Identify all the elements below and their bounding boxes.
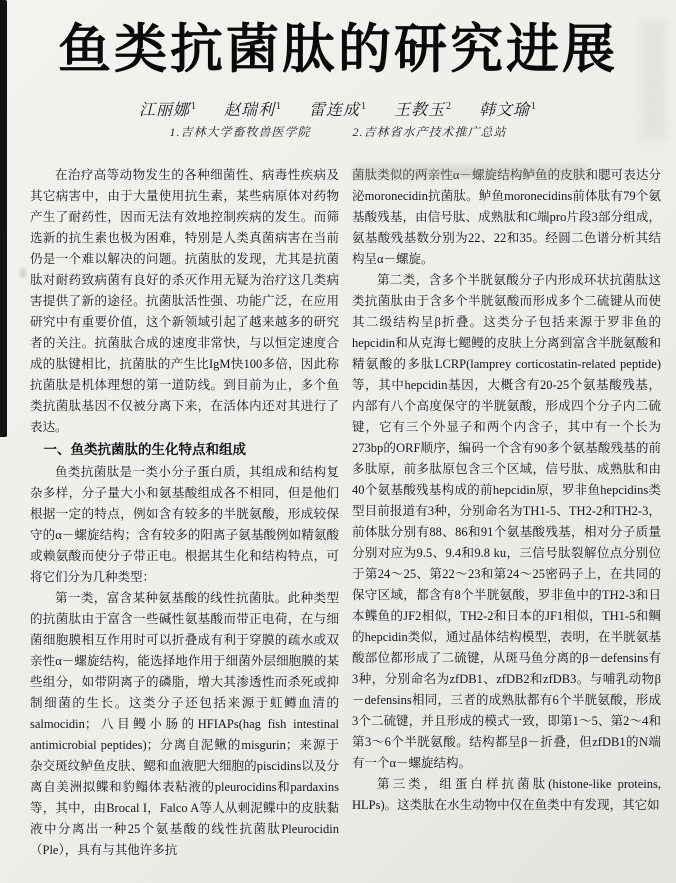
author-name: 韩文瑜 [479,101,531,119]
affiliation-line [0,123,676,140]
class-one-continuation-paragraph: 菌肽类似的两亲性α－螺旋结构鲈鱼的皮肤和腮可表达分泌moronecidin抗菌肽。鲈鱼moronecidins前体肽有79个氨基酸残基，由信号肽、成熟肽和C端pro片段3部分组成，氨基酸残基数分别为22、22和35。经圆二色谱分析其结构呈α－螺旋。 [352,167,661,266]
author-name: 赵瑞利 [223,101,275,119]
class-one-paragraph: 第一类，富含某种氨基酸的线性抗菌肽。此种类型的抗菌肽由于富含一些碱性氨基酸而带正电荷，在与细菌细胞膜相互作用时可以折叠成有利于穿膜的疏水或双亲性α－螺旋结构，能选择地作用于细菌外层细胞膜的某些组分，如带阴离子的磷脂，增大其渗透性而杀死或抑制细菌的生长。这类分子还包括来源于虹鳟血清的salmocidin；八目鳗小肠的HFIAPs(hag fish intestinal antimicrobial peptides)；分离自泥鳅的misgurin；来源于杂交斑纹鲈鱼皮肤、鳃和血液肥大细胞的piscidins以及分离自美洲拟鲽和豹鳎体表粘液的pleurocidins和pardaxins等，其中，由Brocal I，Falco A等人从刺泥鲽中的皮肤黏液中分离出一种25个氨基酸的线性抗菌肽Pleurocidin（Ple），具有与其他许多抗 [30,590,339,857]
section-heading-1: 一、鱼类抗菌肽的生化特点和组成 [43,441,246,457]
author-affiliation-superscript: 1 [190,100,197,112]
affiliation-2: 2.吉林省水产技术推广总站 [352,124,507,139]
class-two-paragraph: 第二类，含多个半胱氨酸分子内形成环状抗菌肽这类抗菌肽由于含多个半胱氨酸而形成多个二硫键从而使其二级结构呈β折叠。这类分子包括来源于罗非鱼的hepcidin和从克海七鳃鳗的皮肤上分离到富含半胱氨酸和精氨酸的多肽LCRP(lamprey corticostatin-related peptide)等，其中hepcidin基因，大概含有20-25个氨基酸残基，内部有八个高度保守的半胱氨酸，形成四个分子内二硫键，它有三个外显子和两个内含子，其中有一个长为273bp的ORF顺序，编码一个含有90多个氨基酸残基的前多肽原，前多肽原包含三个区域，信号肽、成熟肽和由40个氨基酸残基构成的前hepcidin原，罗非鱼hepcidins类型目前报道有3种，分别命名为TH1-5、TH2-2和TH2-3，前体肽分别有88、86和91个氨基酸残基，相对分子质量分别对应为9.5、9.4和9.8 ku，三信号肽裂解位点分别位于第24～25、第22～23和第24～25密码子上，在共同的保守区域，都含有8个半胱氨酸，罗非鱼中的TH2-3和日本鲽鱼的JF2相似，TH2-2和日本的JF1相似，TH1-5和鲷的hepcidin类似，通过晶体结构模型，表明，在半胱氨基酸部位都形成了二硫键，从斑马鱼分离的β－defensins有3种，分别命名为zfDB1、zfDB2和zfDB3。与哺乳动物β－defensins相同，三者的成熟肽都有6个半胱氨酸，形成3个二硫键，并且形成的模式一致，即第1～5、第2～4和第3～6个半胱氨酸。结构都呈β－折叠，但zfDB1的N端有一个α－螺旋结构。 [352,272,661,770]
author-name: 王教玉 [394,101,446,119]
author-4 [394,102,452,119]
left-column [30,165,339,861]
page-title: 鱼类抗菌肽的研究进展 [58,21,618,79]
affiliation-1: 1.吉林大学畜牧兽医学院 [169,124,311,139]
right-column [352,165,661,861]
author-name: 雷连成 [308,101,360,119]
author-1 [139,102,197,119]
class-three-paragraph: 第三类，组蛋白样抗菌肽(histone-like proteins, HLPs)。这类肽在水生动物中仅在鱼类中有发现，其它如 [352,776,661,812]
scan-speck [20,268,26,278]
author-5 [479,102,537,119]
scan-bleedthrough-smudge [352,165,587,178]
author-affiliation-superscript: 2 [446,100,453,112]
scan-edge-bar [0,0,7,437]
biochemical-features-paragraph: 鱼类抗菌肽是一类小分子蛋白质，其组成和结构复杂多样，分子量大小和氨基酸组成各不相同，但是他们根据一定的特点，例如含有较多的半胱氨酸，形成较保守的α－螺旋结构；含有较多的阳离子氨基酸例如精氨酸或赖氨酸而使分子带正电。根据其生化和结构特点，可将它们分为几种类型： [30,464,339,584]
author-2 [224,102,282,119]
author-name: 江丽娜 [138,101,190,119]
two-column-body [0,165,676,861]
scan-corner-shading [640,20,666,140]
author-3 [309,102,367,119]
author-line [0,97,676,120]
author-affiliation-superscript: 1 [361,100,367,112]
author-affiliation-superscript: 1 [531,100,538,112]
author-affiliation-superscript: 1 [275,100,282,112]
intro-paragraph: 在治疗高等动物发生的各种细菌性、病毒性疾病及其它病害中，由于大量使用抗生素，某些病原体对药物产生了耐药性，因而无法有效地控制疾病的发生。而筛选新的抗生素也极为困难，特别是人类真菌病害在当前仍是一个难以解决的问题。抗菌肽的发现，尤其是抗菌肽对耐药致病菌有良好的杀灭作用无疑为治疗这几类病害提供了新的途径。抗菌肽活性强、功能广泛，在应用研究中有重要价值，这个新领域引起了越来越多的研究者的关注。抗菌肽合成的速度非常快，与以恒定速度合成的肽键相比，抗菌肽的产生比IgM快100多倍，因此称抗菌肽是机体理想的第一道防线。到目前为止，多个鱼类抗菌肽基因不仅被分离下来，在活体内还对其进行了表达。 [30,167,339,434]
